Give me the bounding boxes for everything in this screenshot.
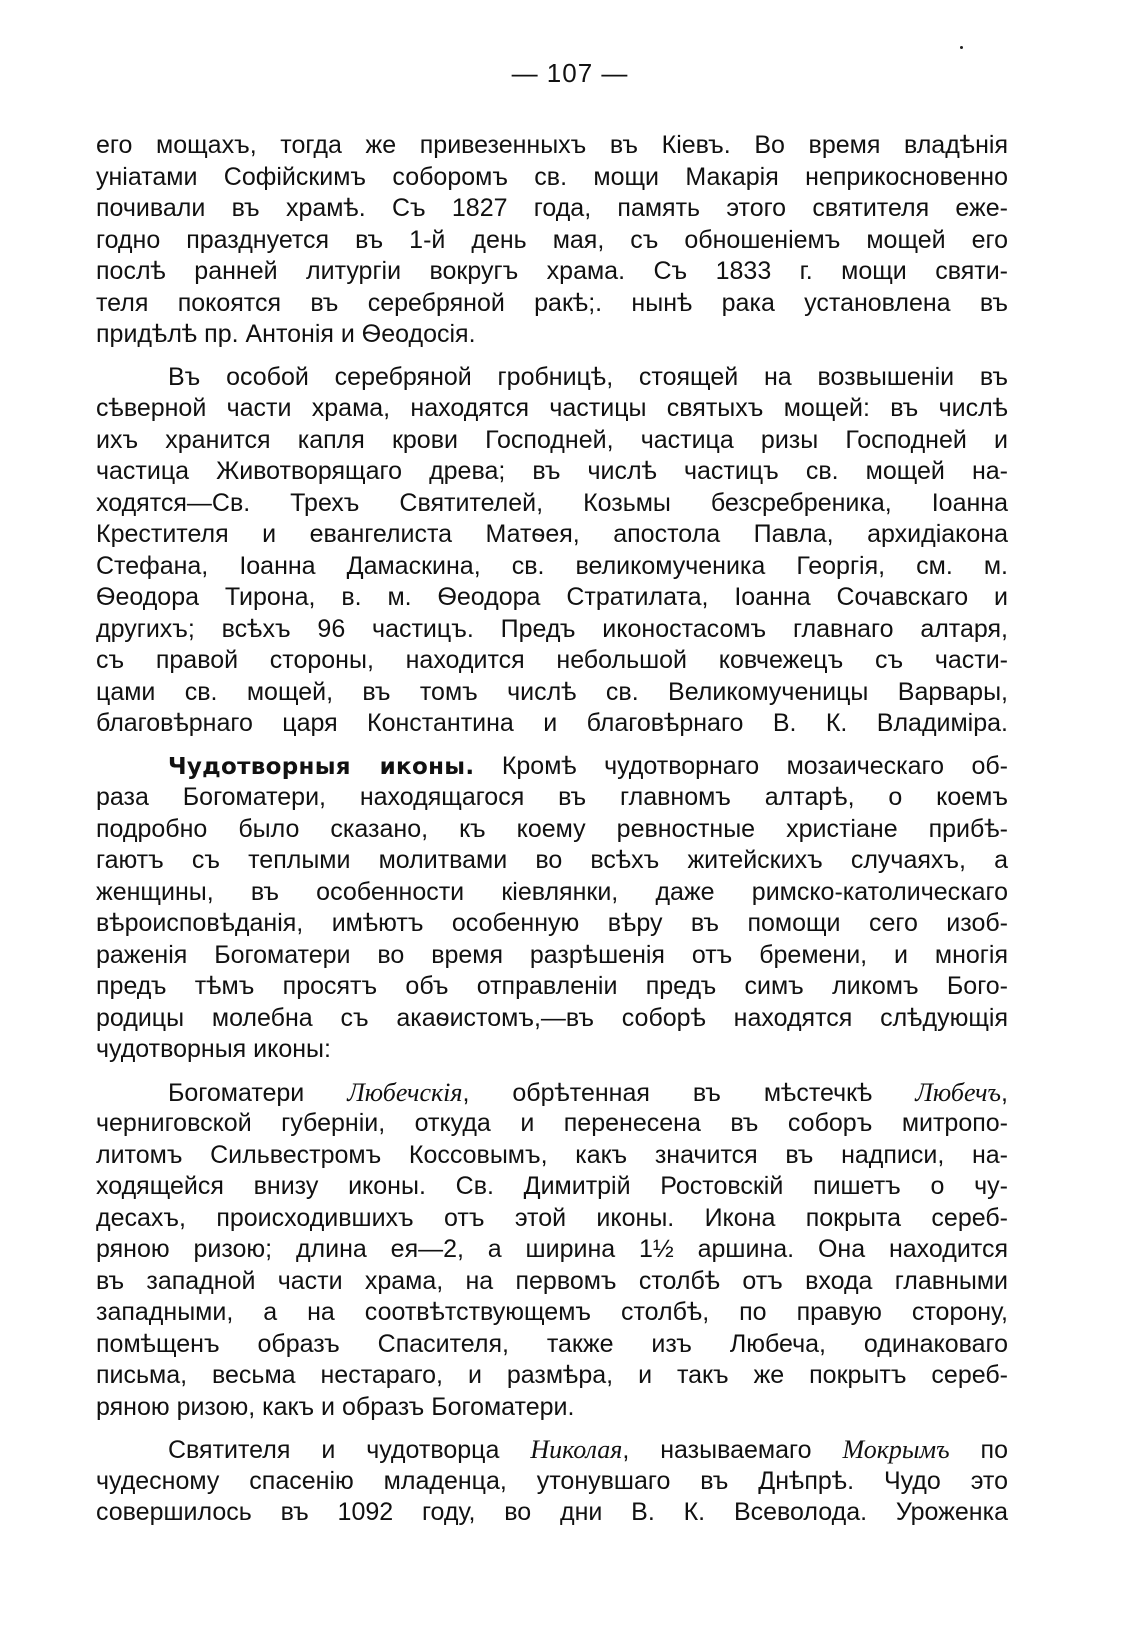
text-line: цами св. мощей, въ томъ числѣ св. Великомученицы Варвары, bbox=[96, 677, 1008, 706]
text-line: подробно было сказано, къ коему ревностные христіане прибѣ- bbox=[96, 814, 1008, 843]
text-run: Святителя и чудотворца bbox=[168, 1436, 531, 1464]
text-line: чудотворныя иконы: bbox=[96, 1035, 331, 1063]
text-line: другихъ; всѣхъ 96 частицъ. Предъ иконостасомъ главнаго алтаря, bbox=[96, 614, 1008, 643]
text-line: ряною ризою; длина ея—2, а ширина 1½ аршина. Она находится bbox=[96, 1235, 1008, 1263]
text-line: ходящейся внизу иконы. Св. Димитрій Ростовскій пишетъ о чу- bbox=[96, 1172, 1008, 1200]
text-line: литомъ Сильвестромъ Коссовымъ, какъ значится въ надписи, на- bbox=[96, 1140, 1008, 1169]
text-line: помѣщенъ образъ Спасителя, также изъ Любеча, одинаковаго bbox=[96, 1329, 1008, 1358]
text-line bbox=[96, 1434, 1008, 1466]
text-line: западными, а на соотвѣтствующемъ столбѣ, по правую сторону, bbox=[96, 1298, 1008, 1326]
text-line: съ правой стороны, находится небольшой ковчежецъ съ части- bbox=[96, 646, 1008, 674]
text-run: по bbox=[949, 1436, 1009, 1464]
text-line: гаютъ съ теплыми молитвами во всѣхъ житейскихъ случаяхъ, а bbox=[96, 846, 1008, 874]
body-text bbox=[96, 130, 1008, 1529]
text-line bbox=[96, 1077, 1008, 1109]
text-line: черниговской губерніи, откуда и перенесена въ соборъ митропо- bbox=[96, 1109, 1008, 1137]
italic-name: Любечскія bbox=[347, 1077, 463, 1107]
text-line: Ѳеодора Тирона, в. м. Ѳеодора Стратилата, Іоанна Сочавскаго и bbox=[96, 583, 1008, 611]
paragraph bbox=[96, 362, 1008, 740]
paragraph bbox=[96, 130, 1008, 351]
text-line bbox=[96, 751, 1008, 783]
text-line: вѣроисповѣданія, имѣютъ особенную вѣру въ помощи сего изоб- bbox=[96, 909, 1008, 937]
text-run: Кромѣ чудотворнаго мозаическаго об- bbox=[474, 751, 1008, 780]
text-line: частица Животворящаго древа; въ числѣ частицъ св. мощей на- bbox=[96, 457, 1008, 485]
page-number: — 107 — bbox=[511, 58, 629, 88]
text-line: письма, весьма нестараго, и размѣра, и такъ же покрытъ сереб- bbox=[96, 1361, 1008, 1389]
text-line: въ западной части храма, на первомъ столбѣ отъ входа главными bbox=[96, 1266, 1008, 1295]
text-line: сѣверной части храма, находятся частицы святыхъ мощей: въ числѣ bbox=[96, 394, 1008, 422]
italic-name: Николая bbox=[530, 1435, 623, 1464]
text-line: благовѣрнаго царя Константина и благовѣрнаго В. К. Владиміра. bbox=[96, 709, 1008, 737]
text-line: годно празднуется въ 1-й день мая, съ обношеніемъ мощей его bbox=[96, 225, 1008, 254]
text-line: раза Богоматери, находящагося въ главномъ алтарѣ, о коемъ bbox=[96, 783, 1008, 811]
text-line: теля покоятся въ серебряной ракѣ;. нынѣ рака установлена въ bbox=[96, 288, 1008, 317]
text-line: послѣ ранней литургіи вокругъ храма. Съ 1833 г. мощи святи- bbox=[96, 257, 1008, 285]
text-line: ихъ хранится капля крови Господней, частица ризы Господней и bbox=[96, 425, 1008, 454]
text-line: раженія Богоматери во время разрѣшенія отъ бремени, и многія bbox=[96, 940, 1008, 969]
paragraph bbox=[96, 1077, 1008, 1424]
italic-name: Любечъ bbox=[915, 1077, 1002, 1107]
text-line: его мощахъ, тогда же привезенныхъ въ Кіевъ. Во время владѣнія bbox=[96, 131, 1008, 159]
text-line: Крестителя и евангелиста Матѳея, апостола Павла, архидіакона bbox=[96, 520, 1008, 548]
text-line: ряною ризою, какъ и образъ Богоматери. bbox=[96, 1392, 575, 1421]
text-line: ходятся—Св. Трехъ Святителей, Козьмы безсребреника, Іоанна bbox=[96, 488, 1008, 517]
text-line: Стефана, Іоанна Дамаскина, св. великомученика Георгія, см. м. bbox=[96, 551, 1008, 580]
text-line: десахъ, происходившихъ отъ этой иконы. Икона покрыта сереб- bbox=[96, 1203, 1008, 1232]
text-run: Богоматери bbox=[168, 1078, 348, 1107]
text-line: Въ особой серебряной гробницѣ, стоящей на возвышеніи въ bbox=[168, 362, 1008, 391]
text-line: почивали въ храмѣ. Съ 1827 года, память этого святителя еже- bbox=[96, 194, 1008, 222]
paragraph bbox=[96, 1434, 1008, 1529]
text-line: чудесному спасенію младенца, утонувшаго въ Днѣпрѣ. Чудо это bbox=[96, 1466, 1008, 1495]
text-line: женщины, въ особенности кіевлянки, даже римско-католическаго bbox=[96, 877, 1008, 906]
paragraph bbox=[96, 751, 1008, 1066]
print-speck bbox=[960, 46, 963, 49]
text-line: придѣлѣ пр. Антонія и Ѳеодосія. bbox=[96, 320, 476, 348]
italic-name: Мокрымъ bbox=[842, 1435, 950, 1464]
text-line: родицы молебна съ акаѳистомъ,—въ соборѣ находятся слѣдующія bbox=[96, 1003, 1008, 1032]
section-heading: Чудотворныя иконы. bbox=[168, 753, 475, 780]
text-run: , называемаго bbox=[622, 1436, 843, 1464]
text-line: предъ тѣмъ просятъ объ отправленіи предъ симъ ликомъ Бого- bbox=[96, 972, 1008, 1000]
text-line: уніатами Софійскимъ соборомъ св. мощи Макарія неприкосновенно bbox=[96, 162, 1008, 191]
text-line: совершилось въ 1092 году, во дни В. К. Всеволода. Уроженка bbox=[96, 1498, 1008, 1526]
text-run: , обрѣтенная въ мѣстечкѣ bbox=[462, 1078, 916, 1107]
text-run: , bbox=[1001, 1078, 1008, 1107]
